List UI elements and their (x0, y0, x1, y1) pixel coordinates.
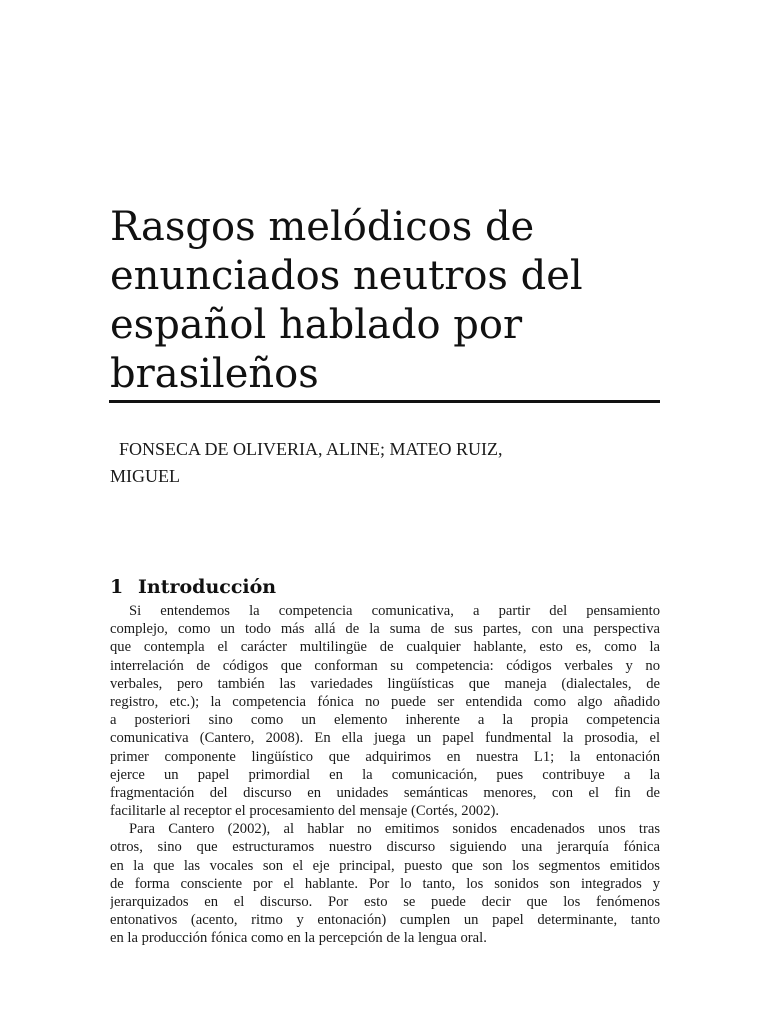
text-line: a posteriori sino como un elemento inherente a la propia competencia (110, 712, 660, 729)
section-number: 1 (110, 576, 124, 598)
text-line: de forma consciente por el hablante. Por lo tanto, los sonidos son integrados y (110, 875, 660, 892)
text-line: primer componente lingüístico que adquirimos en nuestra L1; la entonación (110, 748, 660, 765)
body-text (110, 602, 660, 948)
title-line: enunciados neutros del (110, 253, 583, 299)
section-title: Introducción (138, 576, 277, 598)
title-line: español hablado por (110, 302, 523, 348)
title-line: Rasgos melódicos de (110, 204, 535, 250)
authors (110, 436, 670, 490)
text-line: verbales, pero también las variedades lingüísticas que maneja (dialectales, de (110, 675, 660, 692)
title-line: brasileños (110, 351, 319, 397)
paragraph-2 (110, 820, 660, 947)
paragraph-1 (110, 602, 660, 820)
authors-line: FONSECA DE OLIVERIA, ALINE; MATEO RUIZ, (119, 439, 503, 459)
text-line: comunicativa (Cantero, 2008). En ella juega un papel fundmental la prosodia, el (110, 730, 660, 747)
text-line: ejerce un papel primordial en la comunicación, pues contribuye a la (110, 766, 660, 783)
text-line: interrelación de códigos que conforman su competencia: códigos verbales y no (110, 657, 660, 674)
text-line: facilitarle al receptor el procesamiento del mensaje (Cortés, 2002). (110, 803, 500, 820)
text-line: fragmentación del discurso en unidades semánticas menores, con el fin de (110, 784, 660, 801)
text-line: entonativos (acento, ritmo y entonación) cumplen un papel determinante, tanto (110, 912, 660, 929)
text-line: complejo, como un todo más allá de la suma de sus partes, con una perspectiva (110, 621, 660, 638)
text-line: registro, etc.); la competencia fónica no puede ser entendida como algo añadido (110, 693, 660, 710)
text-line: Si entendemos la competencia comunicativa, a partir del pensamiento (129, 603, 660, 619)
title-divider (109, 400, 660, 403)
authors-line: MIGUEL (110, 466, 180, 486)
text-line: Para Cantero (2002), al hablar no emitimos sonidos encadenados unos tras (129, 821, 660, 838)
text-line: que contempla el carácter multilingüe de cualquier hablante, esto es, como la (110, 639, 660, 656)
text-line: otros, sino que estructuramos nuestro discurso siguiendo una jerarquía fónica (110, 839, 660, 856)
document-title (110, 203, 670, 399)
text-line: en la producción fónica como en la percepción de la lengua oral. (110, 930, 487, 947)
text-line: en la que las vocales son el eje principal, puesto que son los segmentos emitidos (110, 857, 660, 874)
text-line: jerarquizados en el discurso. Por esto se puede decir que los fenómenos (110, 894, 660, 910)
section-heading (110, 574, 276, 600)
